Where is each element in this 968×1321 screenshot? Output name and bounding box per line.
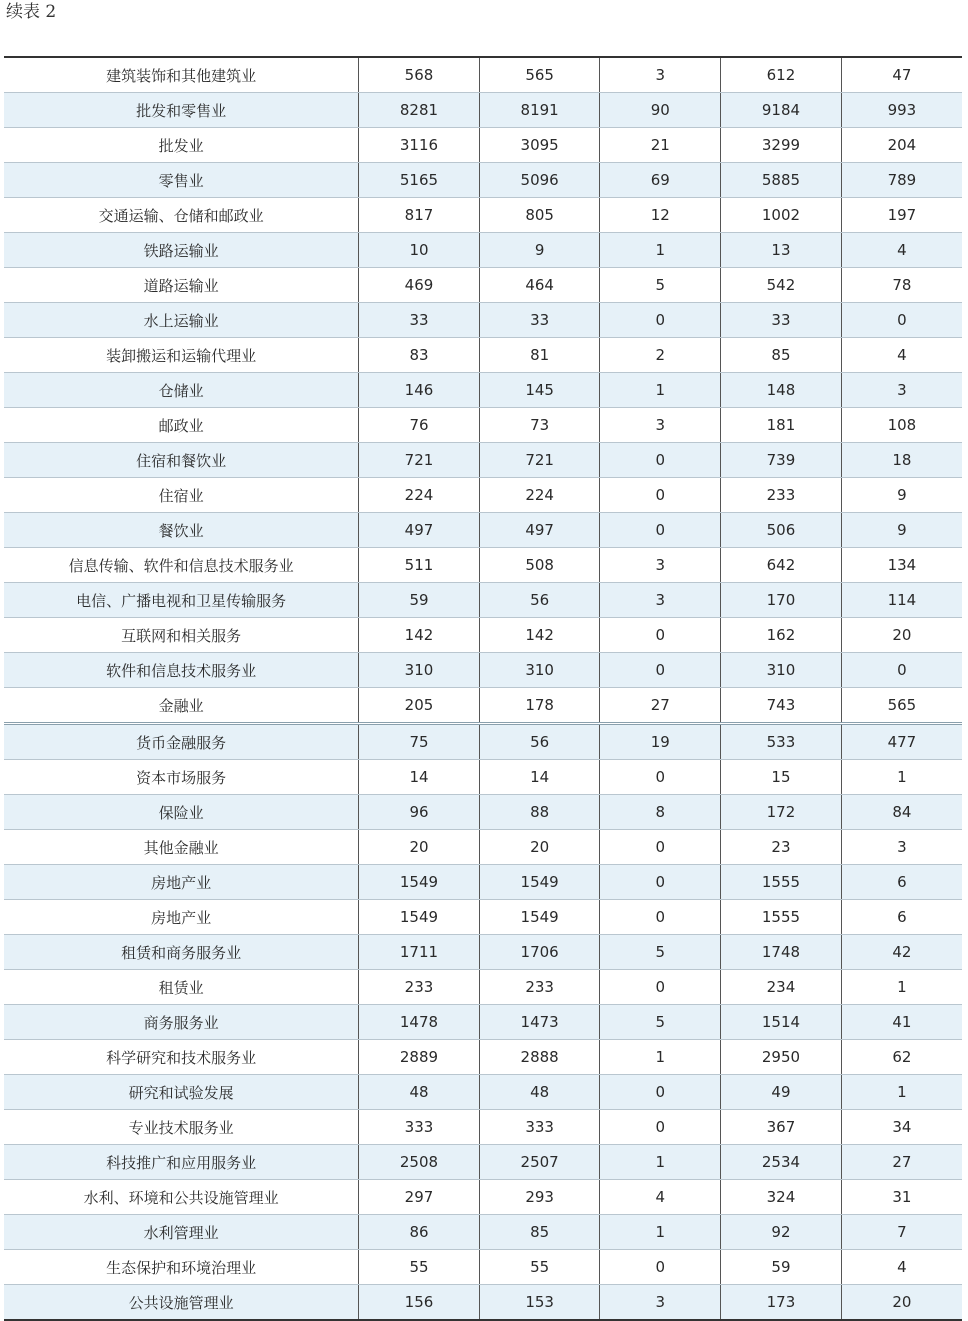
value-cell-5: 31 bbox=[841, 1180, 962, 1215]
value-cell-1: 333 bbox=[359, 1110, 480, 1145]
value-cell-1: 469 bbox=[359, 268, 480, 303]
value-cell-1: 1711 bbox=[359, 935, 480, 970]
table-body bbox=[4, 57, 962, 1320]
table-row bbox=[4, 724, 962, 760]
value-cell-5: 204 bbox=[841, 128, 962, 163]
table-row bbox=[4, 1215, 962, 1250]
value-cell-3: 19 bbox=[600, 724, 721, 760]
value-cell-5: 9 bbox=[841, 478, 962, 513]
value-cell-4: 506 bbox=[721, 513, 842, 548]
industry-name-cell: 科学研究和技术服务业 bbox=[4, 1040, 359, 1075]
value-cell-4: 9184 bbox=[721, 93, 842, 128]
table-row bbox=[4, 408, 962, 443]
value-cell-2: 5096 bbox=[479, 163, 600, 198]
value-cell-2: 464 bbox=[479, 268, 600, 303]
value-cell-3: 2 bbox=[600, 338, 721, 373]
value-cell-1: 233 bbox=[359, 970, 480, 1005]
value-cell-4: 85 bbox=[721, 338, 842, 373]
table-row bbox=[4, 688, 962, 724]
value-cell-4: 33 bbox=[721, 303, 842, 338]
value-cell-2: 333 bbox=[479, 1110, 600, 1145]
value-cell-4: 170 bbox=[721, 583, 842, 618]
value-cell-1: 86 bbox=[359, 1215, 480, 1250]
value-cell-1: 310 bbox=[359, 653, 480, 688]
value-cell-5: 6 bbox=[841, 865, 962, 900]
value-cell-4: 612 bbox=[721, 57, 842, 93]
value-cell-4: 148 bbox=[721, 373, 842, 408]
value-cell-1: 48 bbox=[359, 1075, 480, 1110]
value-cell-2: 56 bbox=[479, 583, 600, 618]
industry-name-cell: 餐饮业 bbox=[4, 513, 359, 548]
industry-name-cell: 货币金融服务 bbox=[4, 724, 359, 760]
value-cell-2: 178 bbox=[479, 688, 600, 724]
industry-name-cell: 租赁业 bbox=[4, 970, 359, 1005]
value-cell-4: 233 bbox=[721, 478, 842, 513]
value-cell-2: 55 bbox=[479, 1250, 600, 1285]
industry-name-cell: 铁路运输业 bbox=[4, 233, 359, 268]
value-cell-2: 293 bbox=[479, 1180, 600, 1215]
value-cell-5: 1 bbox=[841, 1075, 962, 1110]
table-row bbox=[4, 1145, 962, 1180]
value-cell-5: 108 bbox=[841, 408, 962, 443]
value-cell-1: 511 bbox=[359, 548, 480, 583]
value-cell-5: 993 bbox=[841, 93, 962, 128]
value-cell-2: 20 bbox=[479, 830, 600, 865]
value-cell-4: 1555 bbox=[721, 865, 842, 900]
table-row bbox=[4, 1250, 962, 1285]
table-row bbox=[4, 198, 962, 233]
industry-name-cell: 其他金融业 bbox=[4, 830, 359, 865]
value-cell-3: 1 bbox=[600, 1040, 721, 1075]
value-cell-4: 367 bbox=[721, 1110, 842, 1145]
value-cell-2: 721 bbox=[479, 443, 600, 478]
industry-name-cell: 金融业 bbox=[4, 688, 359, 724]
value-cell-1: 20 bbox=[359, 830, 480, 865]
value-cell-4: 49 bbox=[721, 1075, 842, 1110]
value-cell-4: 5885 bbox=[721, 163, 842, 198]
industry-name-cell: 生态保护和环境治理业 bbox=[4, 1250, 359, 1285]
value-cell-4: 3299 bbox=[721, 128, 842, 163]
value-cell-2: 310 bbox=[479, 653, 600, 688]
value-cell-4: 92 bbox=[721, 1215, 842, 1250]
value-cell-3: 4 bbox=[600, 1180, 721, 1215]
value-cell-1: 83 bbox=[359, 338, 480, 373]
value-cell-4: 23 bbox=[721, 830, 842, 865]
value-cell-3: 0 bbox=[600, 443, 721, 478]
value-cell-5: 565 bbox=[841, 688, 962, 724]
table-row bbox=[4, 548, 962, 583]
value-cell-1: 1549 bbox=[359, 865, 480, 900]
value-cell-5: 47 bbox=[841, 57, 962, 93]
value-cell-4: 739 bbox=[721, 443, 842, 478]
value-cell-5: 3 bbox=[841, 373, 962, 408]
value-cell-1: 297 bbox=[359, 1180, 480, 1215]
value-cell-1: 205 bbox=[359, 688, 480, 724]
value-cell-2: 145 bbox=[479, 373, 600, 408]
value-cell-2: 56 bbox=[479, 724, 600, 760]
value-cell-1: 1549 bbox=[359, 900, 480, 935]
value-cell-3: 1 bbox=[600, 1145, 721, 1180]
value-cell-2: 14 bbox=[479, 760, 600, 795]
value-cell-3: 0 bbox=[600, 865, 721, 900]
table-row bbox=[4, 478, 962, 513]
value-cell-5: 0 bbox=[841, 653, 962, 688]
value-cell-5: 3 bbox=[841, 830, 962, 865]
industry-name-cell: 水利管理业 bbox=[4, 1215, 359, 1250]
value-cell-2: 9 bbox=[479, 233, 600, 268]
table-row bbox=[4, 163, 962, 198]
value-cell-5: 7 bbox=[841, 1215, 962, 1250]
value-cell-1: 55 bbox=[359, 1250, 480, 1285]
table-caption: 续表 2 bbox=[6, 2, 57, 22]
value-cell-3: 3 bbox=[600, 583, 721, 618]
value-cell-5: 27 bbox=[841, 1145, 962, 1180]
table-row bbox=[4, 1180, 962, 1215]
value-cell-1: 2508 bbox=[359, 1145, 480, 1180]
value-cell-1: 142 bbox=[359, 618, 480, 653]
value-cell-2: 73 bbox=[479, 408, 600, 443]
value-cell-3: 3 bbox=[600, 57, 721, 93]
value-cell-5: 42 bbox=[841, 935, 962, 970]
value-cell-3: 0 bbox=[600, 900, 721, 935]
table-row bbox=[4, 1075, 962, 1110]
value-cell-3: 0 bbox=[600, 1110, 721, 1145]
value-cell-1: 497 bbox=[359, 513, 480, 548]
value-cell-5: 78 bbox=[841, 268, 962, 303]
industry-name-cell: 资本市场服务 bbox=[4, 760, 359, 795]
value-cell-4: 162 bbox=[721, 618, 842, 653]
table-row bbox=[4, 233, 962, 268]
table-row bbox=[4, 653, 962, 688]
value-cell-3: 5 bbox=[600, 1005, 721, 1040]
value-cell-2: 142 bbox=[479, 618, 600, 653]
value-cell-3: 12 bbox=[600, 198, 721, 233]
value-cell-3: 0 bbox=[600, 478, 721, 513]
value-cell-5: 34 bbox=[841, 1110, 962, 1145]
value-cell-4: 1555 bbox=[721, 900, 842, 935]
value-cell-2: 2507 bbox=[479, 1145, 600, 1180]
value-cell-2: 565 bbox=[479, 57, 600, 93]
value-cell-5: 134 bbox=[841, 548, 962, 583]
value-cell-1: 8281 bbox=[359, 93, 480, 128]
table-row bbox=[4, 338, 962, 373]
value-cell-3: 0 bbox=[600, 653, 721, 688]
value-cell-2: 81 bbox=[479, 338, 600, 373]
value-cell-3: 90 bbox=[600, 93, 721, 128]
table-row bbox=[4, 1285, 962, 1321]
value-cell-3: 21 bbox=[600, 128, 721, 163]
value-cell-1: 33 bbox=[359, 303, 480, 338]
value-cell-2: 88 bbox=[479, 795, 600, 830]
industry-name-cell: 道路运输业 bbox=[4, 268, 359, 303]
value-cell-3: 3 bbox=[600, 408, 721, 443]
table-row bbox=[4, 1005, 962, 1040]
industry-name-cell: 装卸搬运和运输代理业 bbox=[4, 338, 359, 373]
value-cell-2: 3095 bbox=[479, 128, 600, 163]
value-cell-1: 96 bbox=[359, 795, 480, 830]
industry-name-cell: 信息传输、软件和信息技术服务业 bbox=[4, 548, 359, 583]
value-cell-5: 20 bbox=[841, 618, 962, 653]
value-cell-4: 542 bbox=[721, 268, 842, 303]
value-cell-5: 20 bbox=[841, 1285, 962, 1321]
value-cell-2: 224 bbox=[479, 478, 600, 513]
industry-name-cell: 电信、广播电视和卫星传输服务 bbox=[4, 583, 359, 618]
value-cell-4: 533 bbox=[721, 724, 842, 760]
industry-name-cell: 交通运输、仓储和邮政业 bbox=[4, 198, 359, 233]
value-cell-2: 8191 bbox=[479, 93, 600, 128]
value-cell-3: 0 bbox=[600, 303, 721, 338]
value-cell-4: 1002 bbox=[721, 198, 842, 233]
value-cell-2: 33 bbox=[479, 303, 600, 338]
industry-name-cell: 建筑装饰和其他建筑业 bbox=[4, 57, 359, 93]
value-cell-5: 41 bbox=[841, 1005, 962, 1040]
value-cell-4: 13 bbox=[721, 233, 842, 268]
table-row bbox=[4, 935, 962, 970]
value-cell-2: 2888 bbox=[479, 1040, 600, 1075]
value-cell-5: 477 bbox=[841, 724, 962, 760]
industry-name-cell: 研究和试验发展 bbox=[4, 1075, 359, 1110]
value-cell-2: 153 bbox=[479, 1285, 600, 1321]
industry-name-cell: 住宿业 bbox=[4, 478, 359, 513]
value-cell-4: 310 bbox=[721, 653, 842, 688]
table-row bbox=[4, 760, 962, 795]
value-cell-3: 1 bbox=[600, 1215, 721, 1250]
value-cell-1: 3116 bbox=[359, 128, 480, 163]
value-cell-5: 4 bbox=[841, 338, 962, 373]
value-cell-3: 1 bbox=[600, 373, 721, 408]
industry-name-cell: 仓储业 bbox=[4, 373, 359, 408]
industry-name-cell: 专业技术服务业 bbox=[4, 1110, 359, 1145]
value-cell-4: 181 bbox=[721, 408, 842, 443]
value-cell-4: 642 bbox=[721, 548, 842, 583]
value-cell-1: 146 bbox=[359, 373, 480, 408]
value-cell-1: 721 bbox=[359, 443, 480, 478]
value-cell-2: 508 bbox=[479, 548, 600, 583]
value-cell-5: 9 bbox=[841, 513, 962, 548]
table-row bbox=[4, 268, 962, 303]
value-cell-4: 324 bbox=[721, 1180, 842, 1215]
value-cell-5: 1 bbox=[841, 970, 962, 1005]
value-cell-1: 14 bbox=[359, 760, 480, 795]
value-cell-3: 69 bbox=[600, 163, 721, 198]
value-cell-1: 156 bbox=[359, 1285, 480, 1321]
table-row bbox=[4, 1110, 962, 1145]
value-cell-4: 2950 bbox=[721, 1040, 842, 1075]
value-cell-2: 497 bbox=[479, 513, 600, 548]
value-cell-1: 2889 bbox=[359, 1040, 480, 1075]
value-cell-2: 85 bbox=[479, 1215, 600, 1250]
value-cell-1: 75 bbox=[359, 724, 480, 760]
table-row bbox=[4, 443, 962, 478]
value-cell-3: 0 bbox=[600, 830, 721, 865]
industry-name-cell: 房地产业 bbox=[4, 865, 359, 900]
industry-name-cell: 水上运输业 bbox=[4, 303, 359, 338]
value-cell-2: 1706 bbox=[479, 935, 600, 970]
value-cell-5: 197 bbox=[841, 198, 962, 233]
value-cell-5: 4 bbox=[841, 233, 962, 268]
value-cell-1: 1478 bbox=[359, 1005, 480, 1040]
value-cell-4: 59 bbox=[721, 1250, 842, 1285]
value-cell-2: 805 bbox=[479, 198, 600, 233]
industry-name-cell: 租赁和商务服务业 bbox=[4, 935, 359, 970]
industry-name-cell: 零售业 bbox=[4, 163, 359, 198]
value-cell-5: 789 bbox=[841, 163, 962, 198]
industry-name-cell: 公共设施管理业 bbox=[4, 1285, 359, 1321]
value-cell-5: 84 bbox=[841, 795, 962, 830]
table-row bbox=[4, 513, 962, 548]
value-cell-3: 8 bbox=[600, 795, 721, 830]
table-row bbox=[4, 93, 962, 128]
value-cell-1: 224 bbox=[359, 478, 480, 513]
industry-name-cell: 水利、环境和公共设施管理业 bbox=[4, 1180, 359, 1215]
value-cell-3: 0 bbox=[600, 1075, 721, 1110]
table-row bbox=[4, 128, 962, 163]
industry-name-cell: 住宿和餐饮业 bbox=[4, 443, 359, 478]
value-cell-5: 62 bbox=[841, 1040, 962, 1075]
table-row bbox=[4, 618, 962, 653]
table-row bbox=[4, 1040, 962, 1075]
table-row bbox=[4, 303, 962, 338]
value-cell-2: 48 bbox=[479, 1075, 600, 1110]
industry-name-cell: 商务服务业 bbox=[4, 1005, 359, 1040]
industry-name-cell: 互联网和相关服务 bbox=[4, 618, 359, 653]
table-row bbox=[4, 970, 962, 1005]
value-cell-1: 59 bbox=[359, 583, 480, 618]
value-cell-4: 2534 bbox=[721, 1145, 842, 1180]
value-cell-1: 817 bbox=[359, 198, 480, 233]
value-cell-5: 18 bbox=[841, 443, 962, 478]
value-cell-4: 173 bbox=[721, 1285, 842, 1321]
table-row bbox=[4, 57, 962, 93]
value-cell-3: 5 bbox=[600, 268, 721, 303]
table-row bbox=[4, 795, 962, 830]
value-cell-4: 15 bbox=[721, 760, 842, 795]
industry-name-cell: 软件和信息技术服务业 bbox=[4, 653, 359, 688]
table-row bbox=[4, 865, 962, 900]
value-cell-2: 1549 bbox=[479, 900, 600, 935]
value-cell-3: 0 bbox=[600, 618, 721, 653]
table-row bbox=[4, 900, 962, 935]
industry-name-cell: 科技推广和应用服务业 bbox=[4, 1145, 359, 1180]
table-row bbox=[4, 583, 962, 618]
table-row bbox=[4, 373, 962, 408]
industry-name-cell: 邮政业 bbox=[4, 408, 359, 443]
value-cell-3: 27 bbox=[600, 688, 721, 724]
value-cell-4: 1748 bbox=[721, 935, 842, 970]
value-cell-3: 0 bbox=[600, 760, 721, 795]
value-cell-1: 10 bbox=[359, 233, 480, 268]
value-cell-4: 234 bbox=[721, 970, 842, 1005]
value-cell-4: 172 bbox=[721, 795, 842, 830]
value-cell-3: 0 bbox=[600, 1250, 721, 1285]
value-cell-3: 3 bbox=[600, 1285, 721, 1321]
value-cell-5: 114 bbox=[841, 583, 962, 618]
industry-name-cell: 保险业 bbox=[4, 795, 359, 830]
value-cell-1: 5165 bbox=[359, 163, 480, 198]
table-row bbox=[4, 830, 962, 865]
value-cell-5: 0 bbox=[841, 303, 962, 338]
value-cell-5: 1 bbox=[841, 760, 962, 795]
value-cell-2: 1549 bbox=[479, 865, 600, 900]
data-table bbox=[4, 56, 962, 1321]
industry-name-cell: 批发业 bbox=[4, 128, 359, 163]
industry-name-cell: 批发和零售业 bbox=[4, 93, 359, 128]
value-cell-1: 568 bbox=[359, 57, 480, 93]
value-cell-2: 233 bbox=[479, 970, 600, 1005]
value-cell-3: 3 bbox=[600, 548, 721, 583]
value-cell-4: 743 bbox=[721, 688, 842, 724]
value-cell-1: 76 bbox=[359, 408, 480, 443]
value-cell-4: 1514 bbox=[721, 1005, 842, 1040]
value-cell-3: 0 bbox=[600, 970, 721, 1005]
value-cell-3: 1 bbox=[600, 233, 721, 268]
value-cell-3: 0 bbox=[600, 513, 721, 548]
value-cell-2: 1473 bbox=[479, 1005, 600, 1040]
value-cell-3: 5 bbox=[600, 935, 721, 970]
value-cell-5: 4 bbox=[841, 1250, 962, 1285]
value-cell-5: 6 bbox=[841, 900, 962, 935]
industry-name-cell: 房地产业 bbox=[4, 900, 359, 935]
